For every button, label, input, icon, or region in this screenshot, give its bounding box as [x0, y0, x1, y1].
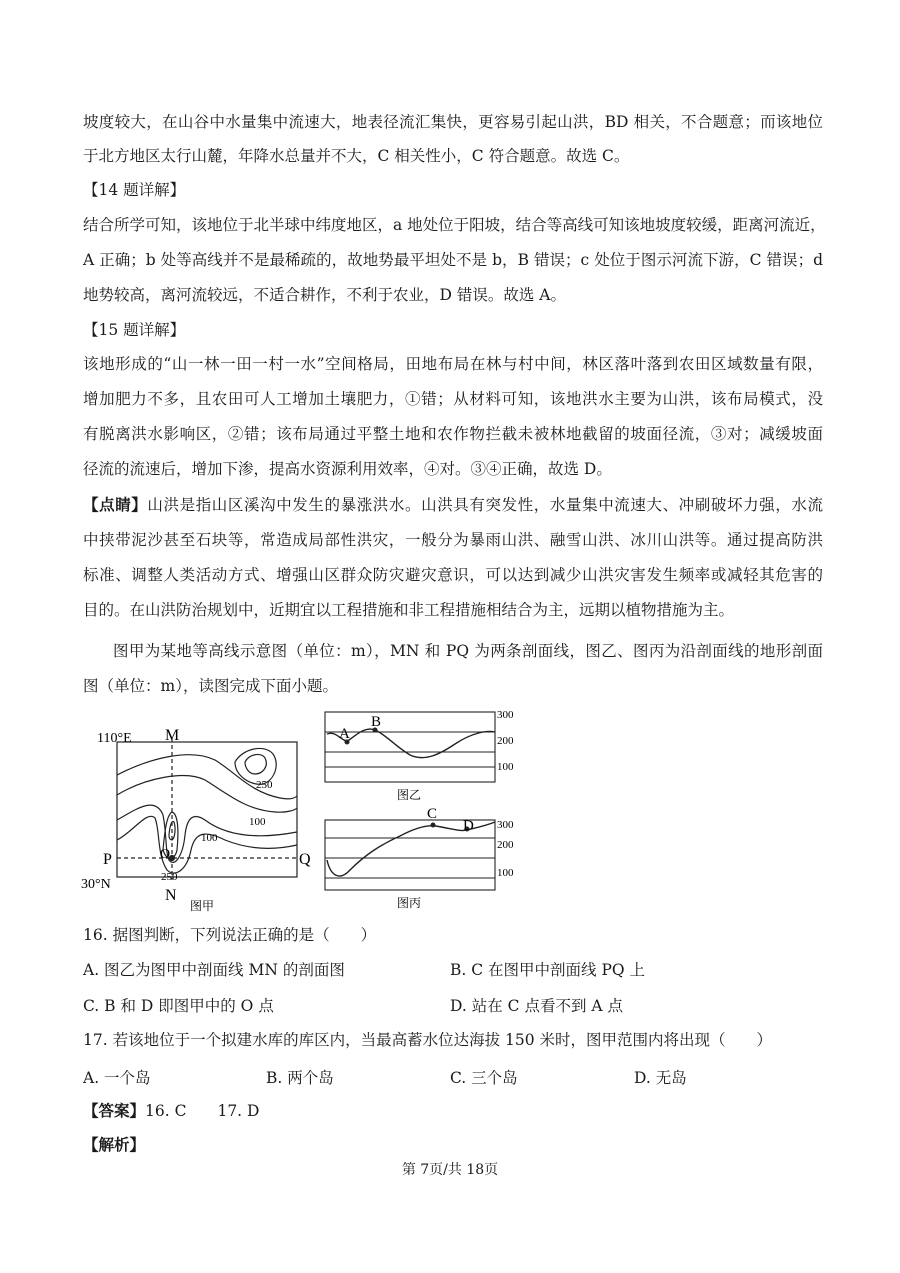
text-line: 有脱离洪水影响区，②错；该布局通过平整土地和农作物拦截未被林地截留的坡面径流，③对；减缓坡面 — [83, 425, 823, 443]
label-d: D — [463, 818, 474, 834]
label-o: O — [160, 847, 171, 862]
q16-option-d: D. 站在 C 点看不到 A 点 — [450, 997, 623, 1015]
tick-100-bing: 100 — [497, 867, 514, 879]
label-b: B — [371, 714, 382, 730]
q16-option-b: B. C 在图甲中剖面线 PQ 上 — [450, 961, 646, 979]
tick-100-yi: 100 — [497, 761, 514, 773]
dianjing-label: 【点睛】 — [83, 495, 148, 514]
profile-yi — [325, 712, 495, 782]
contour-label-100-b: 100 — [201, 832, 218, 844]
text-line: 地势较高，离河流较远，不适合耕作，不利于农业，D 错误。故选 A。 — [83, 286, 566, 304]
section-heading-14: 【14 题详解】 — [83, 181, 186, 199]
dianjing-text: 山洪是指山区溪沟中发生的暴涨洪水。山洪具有突发性，水量集中流速大、冲刷破坏力强，水流 — [147, 496, 823, 514]
caption-bing: 图丙 — [397, 896, 422, 910]
answer-text: 16. C 17. D — [145, 1102, 260, 1120]
text-line: 增加肥力不多，且农田可人工增加土壤肥力，①错；从材料可知，该地洪水主要为山洪，该布局模式，没 — [83, 390, 823, 408]
contour-label-250-top: 250 — [256, 779, 273, 791]
caption-yi: 图乙 — [397, 788, 422, 802]
label-a: A — [339, 726, 350, 742]
tick-200-yi: 200 — [497, 735, 514, 747]
label-110e: 110°E — [97, 731, 132, 746]
question-17: 17. 若该地位于一个拟建水库的库区内，当最高蓄水位达海拔 150 米时，图甲范围内将出现（ ） — [83, 1031, 773, 1049]
section-heading-15: 【15 题详解】 — [83, 321, 186, 339]
text-line: 该地形成的“山一林一田一村一水”空间格局，田地布局在林与村中间，林区落叶落到农田区域数量有限， — [83, 355, 823, 373]
intro-line: 图甲为某地等高线示意图（单位：m），MN 和 PQ 为两条剖面线，图乙、图丙为沿剖面线的地形剖面 — [113, 642, 823, 660]
q17-option-b: B. 两个岛 — [266, 1069, 334, 1087]
text-line: A 正确；b 处等高线并不是最稀疏的，故地势最平坦处不是 b，B 错误；c 处位于图示河流下游，C 错误；d — [83, 251, 823, 269]
label-30n: 30°N — [81, 877, 111, 892]
text-line: 中挟带泥沙甚至石块等，常造成局部性洪灾，一般分为暴雨山洪、融雪山洪、冰川山洪等。通过提高防洪 — [83, 531, 823, 549]
figure-contour-maps — [75, 700, 514, 915]
page-footer: 第 7页/共 18页 — [401, 1162, 499, 1178]
tick-200-bing: 200 — [497, 839, 514, 851]
text-line: 标准、调整人类活动方式、增强山区群众防灾避灾意识，可以达到减少山洪灾害发生频率或减轻其危害的 — [83, 566, 823, 584]
tick-300-bing: 300 — [497, 819, 514, 831]
text-line: 坡度较大，在山谷中水量集中流速大，地表径流汇集快，更容易引起山洪，BD 相关，不合题意；而该地位 — [83, 113, 823, 131]
question-16: 16. 据图判断，下列说法正确的是（ ） — [83, 926, 377, 944]
analysis-label: 【解析】 — [83, 1135, 146, 1154]
label-n: N — [165, 887, 177, 904]
text-line: 结合所学可知，该地位于北半球中纬度地区，a 地处位于阳坡，结合等高线可知该地坡度较缓，距离河流近， — [83, 216, 826, 234]
contour-label-250-bot: 250 — [161, 871, 178, 883]
caption-jia: 图甲 — [190, 899, 215, 913]
tick-300-yi: 300 — [497, 709, 514, 721]
q16-option-c: C. B 和 D 即图甲中的 O 点 — [83, 997, 274, 1015]
text-line: 目的。在山洪防治规划中，近期宜以工程措施和非工程措施相结合为主，远期以植物措施为主。 — [83, 601, 735, 619]
intro-line: 图（单位：m），读图完成下面小题。 — [83, 677, 338, 695]
q17-option-d: D. 无岛 — [634, 1069, 687, 1087]
contour-label-100-a: 100 — [249, 816, 266, 828]
map-jia — [117, 738, 297, 880]
label-m: M — [165, 727, 180, 744]
q17-option-c: C. 三个岛 — [450, 1069, 518, 1087]
dianjing-line — [83, 494, 823, 516]
label-c: C — [427, 806, 438, 822]
text-line: 径流的流速后，增加下渗，提高水资源利用效率，④对。③④正确，故选 D。 — [83, 460, 612, 478]
label-q: Q — [299, 851, 311, 868]
answer-label: 【答案】 — [83, 1101, 146, 1120]
text-line: 于北方地区太行山麓，年降水总量并不大，C 相关性小，C 符合题意。故选 C。 — [83, 147, 630, 165]
answer-line — [83, 1100, 823, 1122]
q16-option-a: A. 图乙为图甲中剖面线 MN 的剖面图 — [83, 961, 345, 979]
label-p: P — [103, 851, 112, 868]
q17-option-a: A. 一个岛 — [83, 1069, 151, 1087]
